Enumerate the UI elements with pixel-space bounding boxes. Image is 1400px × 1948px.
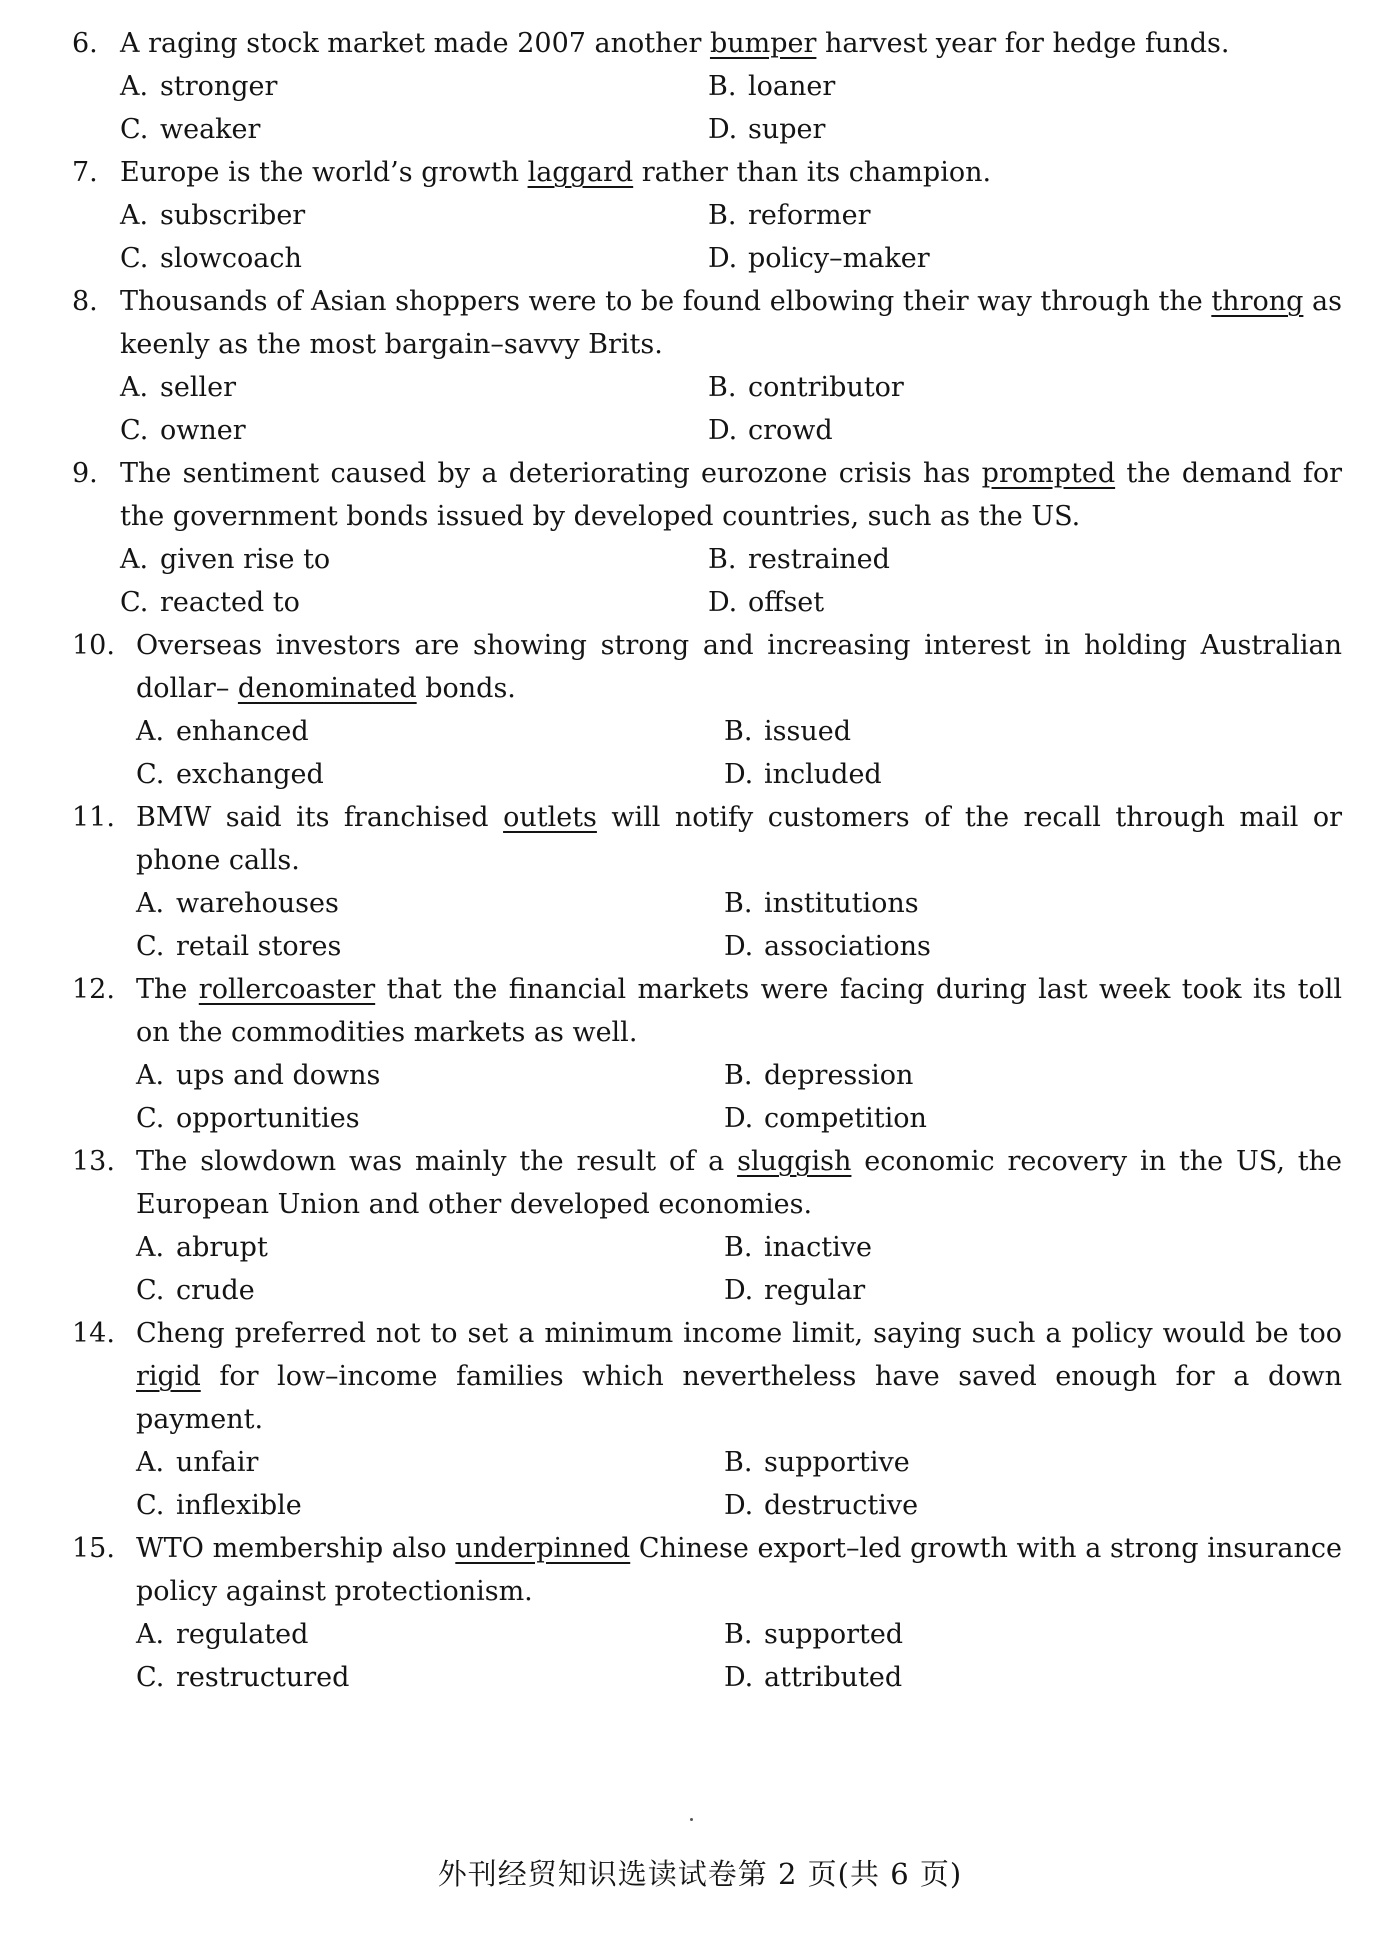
answer-option <box>136 1441 724 1484</box>
underlined-keyword: bumper <box>709 28 817 59</box>
answer-option <box>724 1097 1342 1140</box>
option-letter: D. <box>724 759 754 790</box>
question-text <box>136 1312 1342 1441</box>
option-letter: D. <box>708 587 738 618</box>
answer-options <box>72 882 1342 968</box>
option-text: slowcoach <box>160 243 302 274</box>
question-text-before: A raging stock market made 2007 another <box>120 28 710 59</box>
question-text-before: WTO membership also <box>136 1533 456 1564</box>
question-text <box>120 151 1342 194</box>
option-letter: C. <box>136 1275 165 1306</box>
option-text: offset <box>748 587 825 618</box>
question-number: 7. <box>72 157 98 188</box>
option-letter: C. <box>120 415 149 446</box>
option-text: seller <box>160 372 236 403</box>
question-text-before: The <box>136 974 199 1005</box>
question-text-before: Overseas investors are showing strong and increasing interest in holding Australian dollar– <box>136 630 1342 704</box>
answer-option <box>724 882 1342 925</box>
question-number: 12. <box>72 974 115 1005</box>
answer-option <box>708 366 1342 409</box>
question-text-after: will notify customers of the recall through mail or phone calls. <box>136 802 1342 876</box>
answer-option <box>708 108 1342 151</box>
question-text-after: bonds. <box>416 673 516 704</box>
page-footer: 外刊经贸知识选读试卷第 2 页(共 6 页) <box>437 1857 963 1891</box>
question-text-after: for low–income families which nevertheless have saved enough for a down payment. <box>136 1361 1342 1435</box>
option-letter: A. <box>136 1447 165 1478</box>
option-text: reformer <box>748 200 871 231</box>
question-stem <box>72 796 1342 882</box>
answer-options <box>72 1054 1342 1140</box>
underlined-keyword: denominated <box>237 673 417 704</box>
option-letter: B. <box>724 1619 753 1650</box>
scan-speck <box>690 1818 693 1821</box>
question-text-after: harvest year for hedge funds. <box>816 28 1230 59</box>
option-letter: A. <box>120 544 149 575</box>
option-text: restructured <box>176 1662 350 1693</box>
option-letter: C. <box>136 1103 165 1134</box>
answer-option <box>708 65 1342 108</box>
option-letter: B. <box>708 544 737 575</box>
question-text <box>120 22 1342 65</box>
option-letter: D. <box>724 1275 754 1306</box>
option-text: ups and downs <box>176 1060 381 1091</box>
answer-option <box>136 882 724 925</box>
option-text: associations <box>764 931 931 962</box>
answer-options <box>72 1441 1342 1527</box>
question-item <box>72 796 1342 968</box>
option-letter: A. <box>120 372 149 403</box>
option-text: owner <box>160 415 246 446</box>
option-letter: C. <box>120 243 149 274</box>
question-text-before: The slowdown was mainly the result of a <box>136 1146 738 1177</box>
option-letter: D. <box>724 1490 754 1521</box>
question-item <box>72 280 1342 452</box>
answer-option <box>724 925 1342 968</box>
option-letter: B. <box>724 716 753 747</box>
question-text <box>120 452 1342 538</box>
answer-option <box>724 1269 1342 1312</box>
question-item <box>72 1312 1342 1527</box>
answer-option <box>120 538 708 581</box>
option-letter: A. <box>120 200 149 231</box>
question-list <box>72 22 1342 1699</box>
answer-option <box>724 753 1342 796</box>
question-item <box>72 968 1342 1140</box>
answer-option <box>136 1613 724 1656</box>
underlined-keyword: throng <box>1211 286 1304 317</box>
option-letter: C. <box>120 587 149 618</box>
option-text: unfair <box>176 1447 259 1478</box>
answer-options <box>72 710 1342 796</box>
question-number: 6. <box>72 28 98 59</box>
question-stem <box>72 624 1342 710</box>
answer-option <box>724 710 1342 753</box>
question-text-after: economic recovery in the US, the European Union and other developed economies. <box>136 1146 1342 1220</box>
option-letter: B. <box>708 71 737 102</box>
question-stem <box>72 280 1342 366</box>
question-number: 11. <box>72 802 115 833</box>
option-text: reacted to <box>160 587 300 618</box>
option-text: regulated <box>176 1619 309 1650</box>
option-text: loaner <box>748 71 836 102</box>
underlined-keyword: rollercoaster <box>198 974 376 1005</box>
answer-options <box>72 1226 1342 1312</box>
answer-options <box>72 65 1342 151</box>
answer-option <box>136 753 724 796</box>
option-text: restrained <box>748 544 890 575</box>
question-text-after: that the financial markets were facing during last week took its toll on the commodities markets as well. <box>136 974 1343 1048</box>
option-text: super <box>748 114 826 145</box>
question-text <box>136 968 1342 1054</box>
answer-option <box>120 194 708 237</box>
answer-options <box>72 538 1342 624</box>
option-letter: C. <box>136 931 165 962</box>
question-text-after: Chinese export–led growth with a strong insurance policy against protectionism. <box>136 1533 1342 1607</box>
answer-option <box>724 1226 1342 1269</box>
answer-option <box>120 237 708 280</box>
question-text <box>136 796 1342 882</box>
question-text-before: BMW said its franchised <box>136 802 504 833</box>
question-text <box>136 624 1342 710</box>
option-letter: D. <box>724 1662 754 1693</box>
option-text: included <box>764 759 882 790</box>
option-letter: B. <box>708 372 737 403</box>
question-item <box>72 1140 1342 1312</box>
question-number: 8. <box>72 286 98 317</box>
option-letter: C. <box>120 114 149 145</box>
option-letter: C. <box>136 759 165 790</box>
option-text: exchanged <box>176 759 324 790</box>
option-letter: D. <box>708 415 738 446</box>
question-number: 13. <box>72 1146 115 1177</box>
option-text: subscriber <box>160 200 306 231</box>
question-item <box>72 151 1342 280</box>
question-text-after: as keenly as the most bargain–savvy Brits. <box>120 286 1342 360</box>
option-text: institutions <box>764 888 919 919</box>
option-text: supported <box>764 1619 904 1650</box>
answer-option <box>120 409 708 452</box>
option-letter: A. <box>136 716 165 747</box>
answer-options <box>72 194 1342 280</box>
option-text: crude <box>176 1275 255 1306</box>
option-text: destructive <box>764 1490 919 1521</box>
option-text: depression <box>764 1060 914 1091</box>
question-text <box>136 1527 1342 1613</box>
question-text-before: The sentiment caused by a deteriorating eurozone crisis has <box>120 458 982 489</box>
answer-option <box>708 237 1342 280</box>
question-text <box>136 1140 1342 1226</box>
answer-option <box>120 366 708 409</box>
answer-option <box>120 581 708 624</box>
option-text: weaker <box>160 114 261 145</box>
option-letter: A. <box>120 71 149 102</box>
option-text: regular <box>764 1275 866 1306</box>
option-letter: D. <box>708 114 738 145</box>
question-stem <box>72 452 1342 538</box>
option-text: crowd <box>748 415 833 446</box>
question-number: 9. <box>72 458 98 489</box>
option-letter: B. <box>708 200 737 231</box>
question-stem <box>72 151 1342 194</box>
answer-option <box>708 194 1342 237</box>
question-text-after: rather than its champion. <box>633 157 992 188</box>
answer-option <box>724 1484 1342 1527</box>
option-text: warehouses <box>176 888 339 919</box>
answer-option <box>724 1054 1342 1097</box>
answer-option <box>136 1097 724 1140</box>
answer-option <box>136 1484 724 1527</box>
answer-option <box>136 1226 724 1269</box>
answer-option <box>724 1656 1342 1699</box>
question-stem <box>72 968 1342 1054</box>
answer-options <box>72 366 1342 452</box>
option-letter: B. <box>724 888 753 919</box>
answer-option <box>136 1269 724 1312</box>
underlined-keyword: sluggish <box>737 1146 852 1177</box>
underlined-keyword: outlets <box>503 802 597 833</box>
question-number: 15. <box>72 1533 115 1564</box>
option-letter: B. <box>724 1232 753 1263</box>
question-item <box>72 452 1342 624</box>
option-letter: A. <box>136 888 165 919</box>
option-text: opportunities <box>176 1103 360 1134</box>
question-stem <box>72 1527 1342 1613</box>
question-stem <box>72 1140 1342 1226</box>
answer-option <box>708 538 1342 581</box>
question-text-before: Cheng preferred not to set a minimum income limit, saying such a policy would be too <box>136 1318 1342 1349</box>
option-text: policy–maker <box>748 243 930 274</box>
option-letter: C. <box>136 1490 165 1521</box>
option-letter: A. <box>136 1232 165 1263</box>
option-letter: D. <box>708 243 738 274</box>
question-stem <box>72 22 1342 65</box>
option-text: inactive <box>764 1232 872 1263</box>
underlined-keyword: rigid <box>136 1361 201 1392</box>
option-text: contributor <box>748 372 904 403</box>
question-number: 10. <box>72 630 115 661</box>
option-letter: D. <box>724 931 754 962</box>
answer-option <box>136 925 724 968</box>
answer-option <box>120 108 708 151</box>
answer-option <box>724 1441 1342 1484</box>
question-text-after: the demand for the government bonds issued by developed countries, such as the US. <box>120 458 1342 532</box>
question-item <box>72 22 1342 151</box>
option-text: enhanced <box>176 716 309 747</box>
option-letter: A. <box>136 1619 165 1650</box>
option-text: retail stores <box>176 931 342 962</box>
question-item <box>72 1527 1342 1699</box>
answer-option <box>136 1054 724 1097</box>
option-text: inflexible <box>176 1490 302 1521</box>
question-item <box>72 624 1342 796</box>
question-text-before: Europe is the world’s growth <box>120 157 528 188</box>
answer-option <box>136 710 724 753</box>
answer-option <box>708 581 1342 624</box>
underlined-keyword: underpinned <box>455 1533 631 1564</box>
question-number: 14. <box>72 1318 115 1349</box>
option-text: supportive <box>764 1447 910 1478</box>
option-letter: A. <box>136 1060 165 1091</box>
option-letter: C. <box>136 1662 165 1693</box>
answer-option <box>724 1613 1342 1656</box>
underlined-keyword: prompted <box>981 458 1116 489</box>
answer-options <box>72 1613 1342 1699</box>
option-text: given rise to <box>160 544 331 575</box>
option-letter: B. <box>724 1060 753 1091</box>
option-text: stronger <box>160 71 278 102</box>
underlined-keyword: laggard <box>527 157 634 188</box>
question-stem <box>72 1312 1342 1441</box>
question-text-before: Thousands of Asian shoppers were to be found elbowing their way through the <box>120 286 1212 317</box>
option-text: issued <box>764 716 851 747</box>
option-text: abrupt <box>176 1232 268 1263</box>
answer-option <box>120 65 708 108</box>
option-text: competition <box>764 1103 927 1134</box>
answer-option <box>708 409 1342 452</box>
option-letter: D. <box>724 1103 754 1134</box>
answer-option <box>136 1656 724 1699</box>
question-text <box>120 280 1342 366</box>
option-letter: B. <box>724 1447 753 1478</box>
option-text: attributed <box>764 1662 903 1693</box>
